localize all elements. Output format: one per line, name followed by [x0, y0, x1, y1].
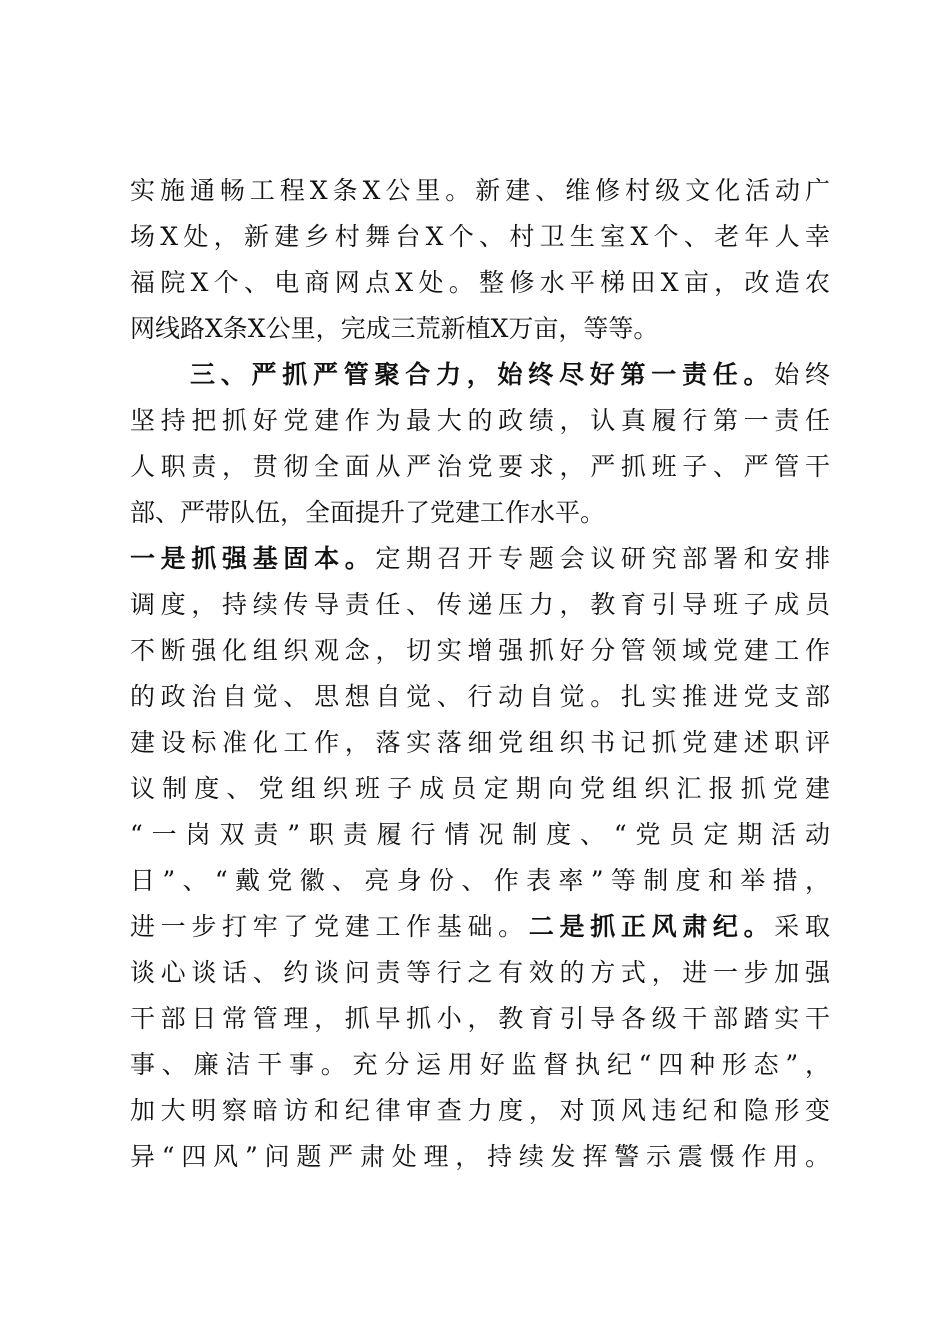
text-line: [130, 1134, 830, 1180]
text-line: [130, 1042, 830, 1088]
text-line: [130, 536, 830, 582]
body-text: 不断强化组织观念，切实增强抓好分管领域党建工作: [130, 636, 830, 665]
body-text: 异“四风”问题严肃处理，持续发挥警示震慑作用。: [130, 1142, 830, 1171]
body-text: “一岗双责”职责履行情况制度、“党员定期活动: [130, 820, 830, 849]
body-text: 始终: [774, 360, 830, 389]
text-line: [130, 766, 830, 812]
bold-heading-text: 三、严抓严管聚合力，始终尽好第一责任。: [190, 360, 775, 389]
text-line: [130, 950, 830, 996]
body-text: 场X处，新建乡村舞台X个、村卫生室X个、老年人幸: [130, 222, 830, 251]
body-text: 的政治自觉、思想自觉、行动自觉。扎实推进党支部: [130, 682, 830, 711]
body-text: 建设标准化工作，落实落细党组织书记抓党建述职评: [130, 728, 830, 757]
text-line: [130, 168, 830, 214]
body-text: 部、严带队伍，全面提升了党建工作水平。: [130, 498, 606, 527]
body-text: 人职责，贯彻全面从严治党要求，严抓班子、严管干: [130, 452, 830, 481]
text-line: [130, 996, 830, 1042]
text-line: [130, 306, 830, 352]
text-line: [130, 352, 830, 398]
text-line: [130, 1088, 830, 1134]
body-text: 日”、“戴党徽、亮身份、作表率”等制度和举措，: [130, 866, 830, 895]
body-text: 谈心谈话、约谈问责等行之有效的方式，进一步加强: [130, 958, 830, 987]
body-text: 采取: [774, 912, 830, 941]
document-body: [130, 168, 830, 1180]
text-line: [130, 628, 830, 674]
text-line: [130, 858, 830, 904]
body-text: 福院X个、电商网点X处。整修水平梯田X亩，改造农: [130, 268, 830, 297]
text-line: [130, 812, 830, 858]
body-text: 进一步打牢了党建工作基础。: [130, 912, 529, 941]
text-line: [130, 582, 830, 628]
text-line: [130, 398, 830, 444]
bold-heading-text: 二是抓正风肃纪。: [528, 912, 775, 941]
body-text: 干部日常管理，抓早抓小，教育引导各级干部踏实干: [130, 1004, 830, 1033]
text-line: [130, 260, 830, 306]
body-text: 调度，持续传导责任、传递压力，教育引导班子成员: [130, 590, 830, 619]
text-line: [130, 214, 830, 260]
body-text: 坚持把抓好党建作为最大的政绩，认真履行第一责任: [130, 406, 830, 435]
body-text: 网线路X条X公里，完成三荒新植X万亩，等等。: [130, 314, 659, 343]
text-line: [130, 444, 830, 490]
body-text: 事、廉洁干事。充分运用好监督执纪“四种形态”，: [130, 1050, 830, 1079]
body-text: 实施通畅工程X条X公里。新建、维修村级文化活动广: [130, 176, 830, 205]
body-text: 议制度、党组织班子成员定期向党组织汇报抓党建: [130, 774, 830, 803]
bold-heading-text: 一是抓强基固本。: [130, 544, 376, 573]
body-text: 加大明察暗访和纪律审查力度，对顶风违纪和隐形变: [130, 1096, 830, 1125]
text-line: [130, 720, 830, 766]
text-line: [130, 904, 830, 950]
text-line: [130, 490, 830, 536]
body-text: 定期召开专题会议研究部署和安排: [375, 544, 830, 573]
text-line: [130, 674, 830, 720]
